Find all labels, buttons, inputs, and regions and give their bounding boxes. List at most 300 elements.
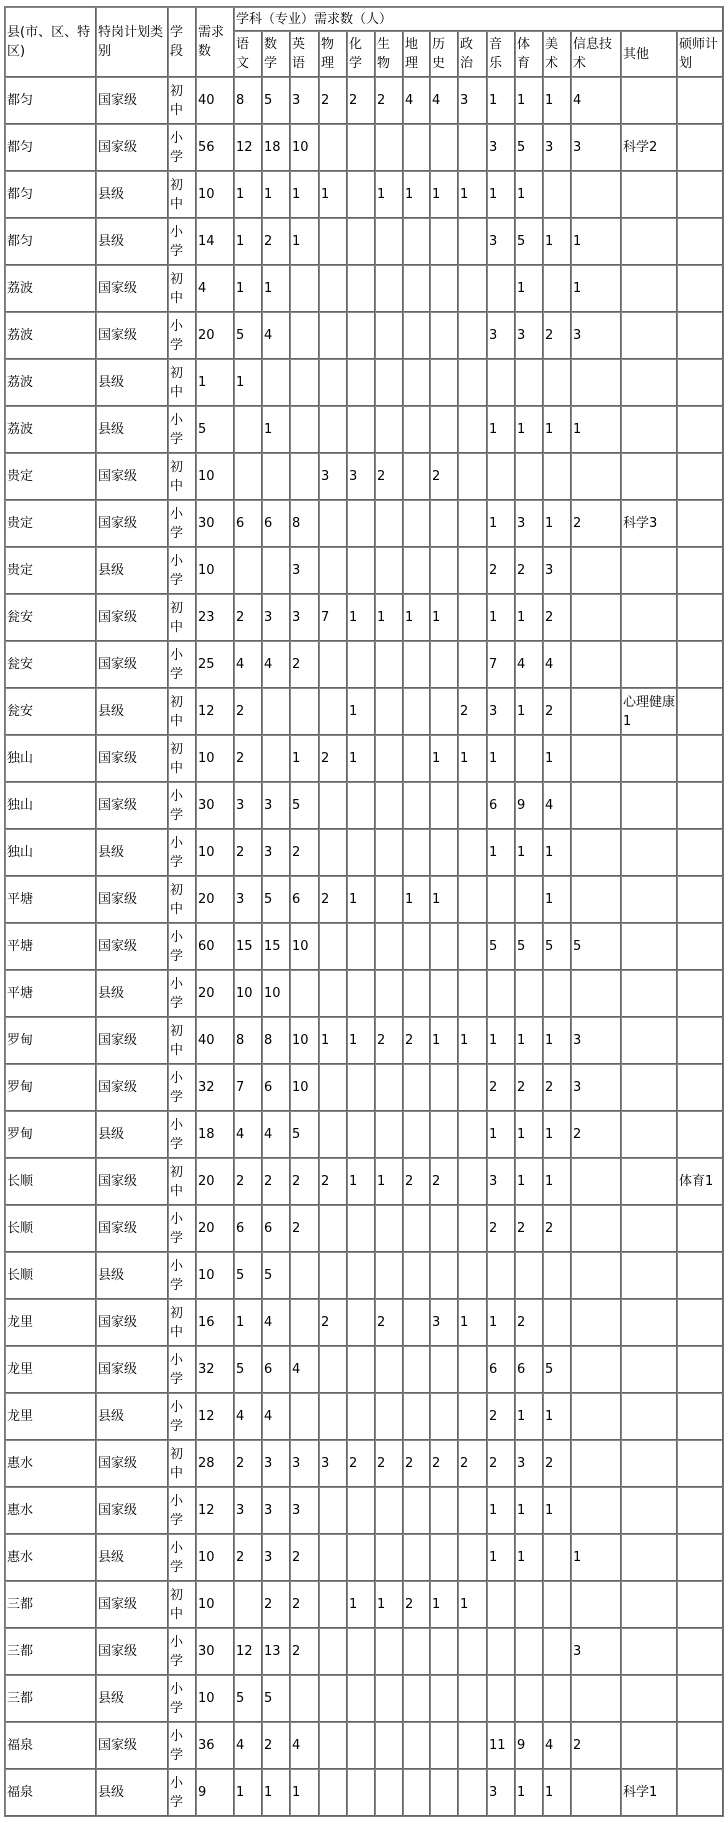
cell-stage: 小学: [168, 1722, 196, 1769]
cell-subject-count: [621, 1722, 677, 1769]
cell-subject-count: 1: [543, 829, 571, 876]
cell-subject-count: [347, 1628, 375, 1675]
cell-subject-count: [347, 1299, 375, 1346]
cell-subject-count: 5: [515, 923, 543, 970]
cell-subject-count: 1: [262, 171, 290, 218]
cell-subject-count: [458, 1064, 487, 1111]
cell-subject-count: [430, 1769, 458, 1816]
cell-subject-count: [319, 923, 347, 970]
cell-subject-count: 6: [290, 876, 319, 923]
cell-category: 国家级: [96, 1722, 168, 1769]
cell-subject-count: [403, 406, 430, 453]
cell-county: 三都: [5, 1581, 96, 1628]
cell-subject-count: [677, 453, 723, 500]
cell-subject-count: 2: [543, 1064, 571, 1111]
teacher-demand-table: [4, 6, 724, 1817]
cell-subject-count: [430, 1252, 458, 1299]
cell-subject-count: 科学2: [621, 124, 677, 171]
cell-subject-count: 1: [347, 594, 375, 641]
cell-subject-count: [677, 735, 723, 782]
cell-stage: 初中: [168, 359, 196, 406]
cell-subject-count: [347, 970, 375, 1017]
cell-subject-count: 1: [375, 594, 403, 641]
cell-subject-count: [487, 1581, 515, 1628]
cell-subject-count: 2: [319, 77, 347, 124]
cell-subject-count: [677, 782, 723, 829]
cell-subject-count: 4: [234, 1111, 262, 1158]
cell-subject-count: [430, 218, 458, 265]
cell-subject-count: 6: [262, 500, 290, 547]
table-row: [5, 829, 723, 876]
cell-subject-count: 2: [290, 641, 319, 688]
cell-subject-count: 1: [262, 265, 290, 312]
cell-subject-count: [458, 1158, 487, 1205]
cell-total: 12: [196, 1487, 234, 1534]
cell-stage: 小学: [168, 406, 196, 453]
cell-county: 惠水: [5, 1440, 96, 1487]
table-row: [5, 453, 723, 500]
cell-county: 都匀: [5, 124, 96, 171]
cell-subject-count: 2: [515, 1299, 543, 1346]
cell-stage: 小学: [168, 782, 196, 829]
cell-stage: 初中: [168, 594, 196, 641]
cell-subject-count: [458, 359, 487, 406]
cell-subject-count: 2: [571, 1722, 621, 1769]
cell-stage: 初中: [168, 1440, 196, 1487]
cell-county: 罗甸: [5, 1111, 96, 1158]
cell-total: 23: [196, 594, 234, 641]
cell-subject-count: [403, 1346, 430, 1393]
cell-subject-count: [375, 547, 403, 594]
cell-stage: 小学: [168, 500, 196, 547]
cell-subject-count: [677, 1769, 723, 1816]
header-subject: 其他: [621, 31, 677, 77]
cell-subject-count: [515, 970, 543, 1017]
cell-subject-count: [458, 124, 487, 171]
cell-subject-count: [347, 1534, 375, 1581]
cell-subject-count: 科学1: [621, 1769, 677, 1816]
cell-subject-count: [403, 782, 430, 829]
cell-subject-count: [403, 688, 430, 735]
cell-subject-count: 5: [234, 1675, 262, 1722]
cell-subject-count: 1: [487, 594, 515, 641]
cell-subject-count: 1: [571, 1534, 621, 1581]
cell-subject-count: 1: [430, 1017, 458, 1064]
cell-category: 国家级: [96, 641, 168, 688]
cell-subject-count: 3: [234, 876, 262, 923]
cell-subject-count: 1: [262, 1769, 290, 1816]
cell-subject-count: 2: [515, 1205, 543, 1252]
cell-subject-count: 2: [458, 688, 487, 735]
cell-subject-count: 2: [262, 218, 290, 265]
table-row: [5, 1346, 723, 1393]
table-row: [5, 1252, 723, 1299]
cell-subject-count: [621, 1111, 677, 1158]
cell-subject-count: 2: [234, 735, 262, 782]
cell-subject-count: 1: [515, 1769, 543, 1816]
cell-subject-count: 8: [290, 500, 319, 547]
cell-county: 龙里: [5, 1346, 96, 1393]
cell-subject-count: 5: [262, 876, 290, 923]
table-row: [5, 406, 723, 453]
cell-subject-count: 12: [234, 124, 262, 171]
cell-subject-count: 5: [262, 1675, 290, 1722]
cell-subject-count: 5: [262, 1252, 290, 1299]
cell-subject-count: 1: [234, 1769, 262, 1816]
cell-subject-count: 1: [543, 1769, 571, 1816]
cell-stage: 小学: [168, 1393, 196, 1440]
table-row: [5, 359, 723, 406]
cell-subject-count: [375, 970, 403, 1017]
cell-subject-count: [319, 1111, 347, 1158]
cell-subject-count: [621, 312, 677, 359]
cell-subject-count: [621, 1252, 677, 1299]
cell-subject-count: 1: [487, 77, 515, 124]
cell-subject-count: [234, 406, 262, 453]
cell-subject-count: [375, 1487, 403, 1534]
cell-subject-count: 2: [375, 1440, 403, 1487]
cell-subject-count: [375, 735, 403, 782]
cell-subject-count: 5: [262, 77, 290, 124]
cell-subject-count: 5: [290, 1111, 319, 1158]
cell-county: 罗甸: [5, 1064, 96, 1111]
cell-stage: 初中: [168, 1299, 196, 1346]
cell-county: 荔波: [5, 406, 96, 453]
cell-county: 荔波: [5, 265, 96, 312]
cell-subject-count: [375, 1111, 403, 1158]
cell-subject-count: [621, 594, 677, 641]
cell-county: 龙里: [5, 1393, 96, 1440]
cell-subject-count: 5: [543, 923, 571, 970]
cell-subject-count: 4: [515, 641, 543, 688]
cell-subject-count: [347, 1487, 375, 1534]
cell-subject-count: [403, 970, 430, 1017]
cell-subject-count: 1: [543, 500, 571, 547]
cell-subject-count: 3: [262, 1534, 290, 1581]
cell-category: 县级: [96, 406, 168, 453]
cell-subject-count: [319, 688, 347, 735]
cell-subject-count: 2: [487, 1440, 515, 1487]
cell-subject-count: 3: [262, 1487, 290, 1534]
cell-subject-count: [571, 1299, 621, 1346]
header-subject: 体育: [515, 31, 543, 77]
cell-subject-count: [290, 688, 319, 735]
cell-subject-count: [543, 1581, 571, 1628]
cell-subject-count: 2: [403, 1440, 430, 1487]
cell-subject-count: [543, 171, 571, 218]
cell-category: 国家级: [96, 265, 168, 312]
cell-subject-count: 1: [458, 1299, 487, 1346]
cell-subject-count: [430, 641, 458, 688]
cell-total: 10: [196, 735, 234, 782]
cell-subject-count: 2: [430, 1440, 458, 1487]
cell-subject-count: [430, 406, 458, 453]
cell-subject-count: 2: [543, 1205, 571, 1252]
cell-subject-count: 8: [234, 1017, 262, 1064]
cell-subject-count: 2: [543, 594, 571, 641]
cell-county: 贵定: [5, 547, 96, 594]
cell-subject-count: [403, 1064, 430, 1111]
cell-subject-count: 1: [543, 1017, 571, 1064]
cell-subject-count: [347, 1722, 375, 1769]
cell-subject-count: 1: [458, 735, 487, 782]
cell-category: 国家级: [96, 1487, 168, 1534]
cell-subject-count: [375, 500, 403, 547]
cell-subject-count: 15: [262, 923, 290, 970]
table-row: [5, 1722, 723, 1769]
cell-subject-count: 1: [515, 171, 543, 218]
cell-county: 荔波: [5, 359, 96, 406]
cell-subject-count: [571, 641, 621, 688]
cell-subject-count: [403, 1534, 430, 1581]
cell-subject-count: 2: [375, 1017, 403, 1064]
cell-subject-count: 体育1: [677, 1158, 723, 1205]
cell-subject-count: [571, 453, 621, 500]
cell-total: 20: [196, 876, 234, 923]
cell-subject-count: 6: [234, 1205, 262, 1252]
cell-subject-count: [319, 124, 347, 171]
cell-subject-count: [430, 547, 458, 594]
cell-subject-count: 1: [430, 171, 458, 218]
cell-subject-count: [375, 1064, 403, 1111]
table-row: [5, 500, 723, 547]
cell-subject-count: 2: [262, 1158, 290, 1205]
table-row: [5, 1487, 723, 1534]
cell-subject-count: 4: [262, 641, 290, 688]
cell-subject-count: 1: [515, 1487, 543, 1534]
cell-stage: 初中: [168, 171, 196, 218]
cell-subject-count: [319, 1252, 347, 1299]
cell-subject-count: 1: [262, 406, 290, 453]
cell-total: 32: [196, 1064, 234, 1111]
cell-subject-count: [319, 1393, 347, 1440]
cell-subject-count: 4: [234, 1393, 262, 1440]
cell-subject-count: [571, 359, 621, 406]
cell-subject-count: [347, 1205, 375, 1252]
cell-stage: 小学: [168, 124, 196, 171]
cell-subject-count: 2: [543, 312, 571, 359]
cell-subject-count: [403, 1487, 430, 1534]
cell-subject-count: 10: [262, 970, 290, 1017]
cell-total: 10: [196, 1252, 234, 1299]
cell-county: 贵定: [5, 453, 96, 500]
cell-subject-count: 3: [347, 453, 375, 500]
cell-subject-count: 13: [262, 1628, 290, 1675]
cell-subject-count: 3: [515, 1440, 543, 1487]
cell-total: 30: [196, 782, 234, 829]
cell-subject-count: 5: [290, 782, 319, 829]
cell-stage: 小学: [168, 547, 196, 594]
cell-subject-count: [430, 1534, 458, 1581]
cell-subject-count: [487, 359, 515, 406]
cell-subject-count: [319, 641, 347, 688]
table-row: [5, 1205, 723, 1252]
cell-subject-count: 3: [571, 1064, 621, 1111]
cell-subject-count: [677, 688, 723, 735]
cell-county: 三都: [5, 1628, 96, 1675]
table-row: [5, 923, 723, 970]
cell-subject-count: [621, 829, 677, 876]
cell-subject-count: [375, 688, 403, 735]
cell-stage: 小学: [168, 1769, 196, 1816]
cell-category: 国家级: [96, 1205, 168, 1252]
cell-subject-count: [571, 1581, 621, 1628]
cell-subject-count: [571, 171, 621, 218]
cell-subject-count: 3: [487, 218, 515, 265]
table-row: [5, 1393, 723, 1440]
cell-subject-count: [677, 218, 723, 265]
cell-subject-count: 1: [515, 77, 543, 124]
cell-subject-count: 2: [319, 1299, 347, 1346]
cell-subject-count: [403, 218, 430, 265]
cell-subject-count: 4: [262, 1111, 290, 1158]
cell-total: 20: [196, 970, 234, 1017]
cell-subject-count: 1: [543, 1111, 571, 1158]
cell-subject-count: [403, 829, 430, 876]
cell-subject-count: [621, 547, 677, 594]
table-row: [5, 876, 723, 923]
cell-subject-count: [515, 1581, 543, 1628]
cell-subject-count: [458, 500, 487, 547]
cell-total: 10: [196, 829, 234, 876]
table-row: [5, 1769, 723, 1816]
cell-total: 10: [196, 1675, 234, 1722]
cell-subject-count: [621, 641, 677, 688]
cell-subject-count: 3: [430, 1299, 458, 1346]
cell-subject-count: [290, 359, 319, 406]
cell-subject-count: [347, 312, 375, 359]
cell-subject-count: 1: [290, 735, 319, 782]
cell-subject-count: [677, 1440, 723, 1487]
cell-subject-count: [347, 829, 375, 876]
cell-subject-count: 1: [543, 218, 571, 265]
cell-subject-count: 2: [403, 1581, 430, 1628]
cell-subject-count: [621, 171, 677, 218]
cell-subject-count: [458, 1722, 487, 1769]
cell-subject-count: [430, 124, 458, 171]
cell-subject-count: [571, 829, 621, 876]
cell-subject-count: 3: [234, 782, 262, 829]
cell-total: 10: [196, 547, 234, 594]
cell-county: 惠水: [5, 1534, 96, 1581]
cell-subject-count: [487, 970, 515, 1017]
cell-category: 国家级: [96, 1064, 168, 1111]
cell-category: 国家级: [96, 782, 168, 829]
cell-subject-count: 2: [543, 1440, 571, 1487]
cell-total: 36: [196, 1722, 234, 1769]
cell-subject-count: 5: [234, 1252, 262, 1299]
cell-subject-count: 3: [515, 500, 543, 547]
cell-subject-count: 2: [458, 1440, 487, 1487]
cell-subject-count: [621, 782, 677, 829]
cell-county: 罗甸: [5, 1017, 96, 1064]
cell-subject-count: [458, 1252, 487, 1299]
cell-total: 30: [196, 500, 234, 547]
cell-subject-count: [621, 1064, 677, 1111]
cell-subject-count: [375, 1346, 403, 1393]
cell-stage: 初中: [168, 1158, 196, 1205]
cell-subject-count: 1: [487, 500, 515, 547]
cell-subject-count: 3: [571, 312, 621, 359]
cell-subject-count: [319, 1722, 347, 1769]
cell-subject-count: [571, 1769, 621, 1816]
cell-subject-count: [571, 735, 621, 782]
cell-subject-count: [430, 265, 458, 312]
table-row: [5, 171, 723, 218]
header-county: 县(市、区、特区): [5, 7, 96, 77]
cell-subject-count: [319, 547, 347, 594]
cell-stage: 小学: [168, 829, 196, 876]
cell-subject-count: 3: [290, 1487, 319, 1534]
table-row: [5, 265, 723, 312]
cell-subject-count: [621, 265, 677, 312]
cell-subject-count: 1: [543, 1487, 571, 1534]
cell-subject-count: [262, 735, 290, 782]
cell-county: 荔波: [5, 312, 96, 359]
header-category: 特岗计划类别: [96, 7, 168, 77]
cell-subject-count: [543, 1252, 571, 1299]
header-row-1: [5, 7, 723, 31]
cell-subject-count: 3: [571, 124, 621, 171]
cell-subject-count: 1: [487, 1299, 515, 1346]
table-row: [5, 77, 723, 124]
cell-stage: 小学: [168, 923, 196, 970]
cell-category: 国家级: [96, 500, 168, 547]
cell-subject-count: 1: [515, 1158, 543, 1205]
cell-subject-count: [543, 1299, 571, 1346]
cell-subject-count: 2: [375, 453, 403, 500]
table-row: [5, 1299, 723, 1346]
cell-stage: 初中: [168, 1017, 196, 1064]
cell-subject-count: 10: [290, 124, 319, 171]
cell-subject-count: [347, 406, 375, 453]
cell-subject-count: [403, 641, 430, 688]
cell-subject-count: [375, 265, 403, 312]
cell-subject-count: [375, 1534, 403, 1581]
cell-total: 10: [196, 1581, 234, 1628]
cell-category: 县级: [96, 547, 168, 594]
cell-subject-count: [403, 359, 430, 406]
cell-subject-count: [430, 1487, 458, 1534]
cell-category: 国家级: [96, 1158, 168, 1205]
cell-subject-count: 1: [375, 1158, 403, 1205]
cell-subject-count: [375, 1675, 403, 1722]
cell-subject-count: [458, 1346, 487, 1393]
cell-subject-count: [262, 453, 290, 500]
cell-subject-count: 6: [487, 1346, 515, 1393]
table-row: [5, 1064, 723, 1111]
cell-subject-count: 2: [515, 547, 543, 594]
cell-subject-count: [677, 1628, 723, 1675]
cell-subject-count: [319, 359, 347, 406]
cell-subject-count: [677, 1299, 723, 1346]
cell-subject-count: [487, 265, 515, 312]
cell-subject-count: 1: [319, 171, 347, 218]
cell-subject-count: [290, 1675, 319, 1722]
cell-subject-count: 4: [290, 1346, 319, 1393]
cell-subject-count: 2: [234, 688, 262, 735]
cell-subject-count: [458, 1487, 487, 1534]
cell-stage: 小学: [168, 1675, 196, 1722]
cell-subject-count: [430, 923, 458, 970]
cell-subject-count: 8: [234, 77, 262, 124]
cell-subject-count: [347, 265, 375, 312]
cell-subject-count: [677, 359, 723, 406]
cell-subject-count: [403, 500, 430, 547]
cell-subject-count: 1: [571, 218, 621, 265]
cell-subject-count: 1: [515, 688, 543, 735]
cell-subject-count: 5: [515, 218, 543, 265]
